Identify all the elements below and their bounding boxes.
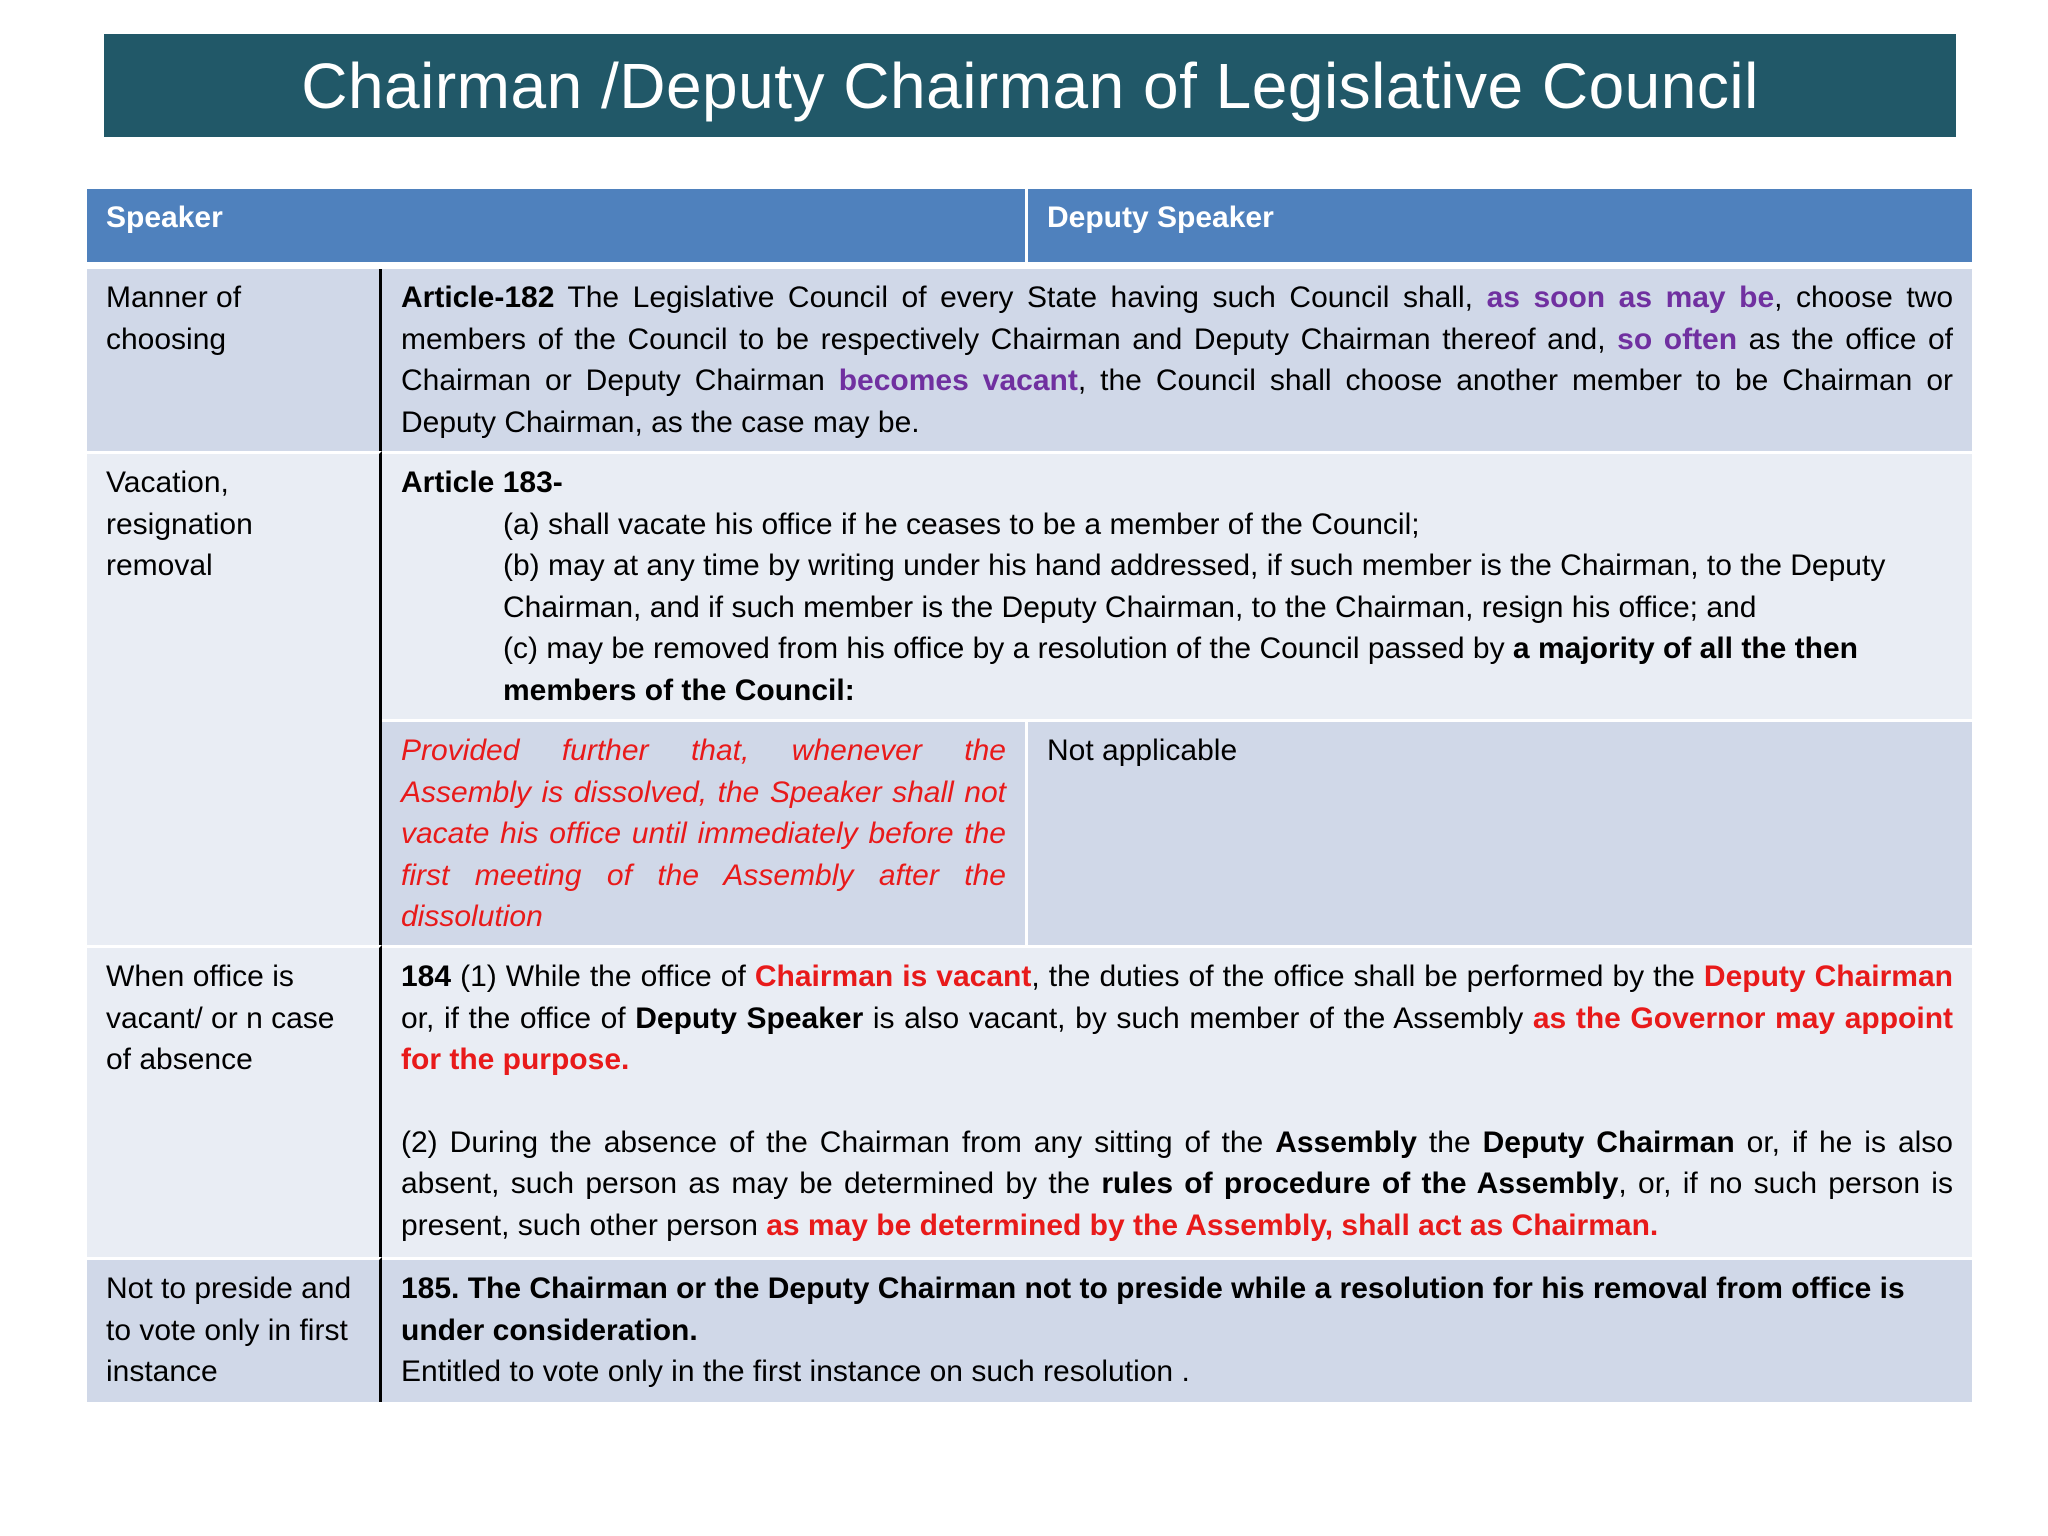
table-header-row (87, 189, 1972, 269)
clause-a: (a) shall vacate his office if he ceases to be a member of the Council; (503, 507, 1420, 541)
text-span: , the Council shall choose another member to be Chairman or Deputy Chairman, as the case may be. (401, 364, 1953, 439)
article-182: Article-182 (401, 281, 555, 314)
highlight-act-as-chairman: as may be determined by the Assembly, shall act as Chairman. (766, 1208, 1659, 1242)
row-label-vacation: Vacation, resignation removal (87, 451, 382, 945)
comparison-table (87, 189, 1972, 1402)
text-span: , the duties of the office shall be performed by the (1031, 960, 1704, 993)
highlight-so-often: so often (1617, 322, 1738, 356)
row-label-manner: Manner of choosing (87, 269, 382, 451)
clause-c-bold: a majority of all the then members of the Council: (503, 632, 1858, 707)
text-span: or, if the office of (401, 1001, 636, 1035)
table-row (87, 1257, 1972, 1402)
vote-text: Entitled to vote only in the first instance on such resolution . (401, 1355, 1190, 1388)
text-span: the (1416, 1125, 1483, 1159)
preside-cell (382, 1257, 1972, 1402)
text-span: The Legislative Council of every State having such Council shall, (554, 281, 1487, 314)
manner-cell (382, 269, 1972, 451)
row-label-vacant: When office is vacant/ or n case of absence (87, 945, 382, 1257)
bold-rules: rules of procedure of the Assembly (1101, 1167, 1619, 1200)
text-span: is also vacant, by such member of the Assembly (863, 1001, 1533, 1035)
table-row (87, 451, 1972, 719)
clause-c (401, 628, 1953, 711)
bold-assembly: Assembly (1275, 1125, 1417, 1159)
text-span: , or, if no such person is present, such other person (401, 1167, 1953, 1242)
para-184-1 (401, 956, 1953, 1081)
table-row (87, 945, 1972, 1257)
header-deputy-speaker: Deputy Speaker (1028, 189, 1972, 269)
header-speaker: Speaker (87, 189, 1028, 269)
text-span: (2) During the absence of the Chairman from any sitting of the (401, 1125, 1276, 1159)
text-span: as the office of Chairman or Deputy Chairman (401, 322, 1953, 397)
bold-deputy-speaker: Deputy Speaker (635, 1001, 864, 1035)
highlight-governor: as the Governor may appoint for the purpose. (401, 1001, 1954, 1076)
highlight-becomes-vacant: becomes vacant (838, 364, 1078, 397)
para-184-2 (401, 1122, 1953, 1247)
article-185 (401, 1268, 1953, 1351)
proviso-cell: Provided further that, whenever the Assembly is dissolved, the Speaker shall not vacate his office until immediately before the first meeting of the Assembly after the dissolution (382, 719, 1028, 945)
vacant-cell (382, 945, 1972, 1257)
highlight-as-soon: as soon as may be (1486, 281, 1775, 314)
article-184: 184 (401, 960, 452, 993)
spacer (401, 1081, 1953, 1122)
text-span: or, if he is also absent, such person as may be determined by the (401, 1125, 1953, 1200)
highlight-chairman-vacant: Chairman is vacant (754, 960, 1032, 993)
article-183 (401, 462, 1953, 504)
page-title: Chairman /Deputy Chairman of Legislative Council (104, 34, 1956, 137)
text-span: (1) While the office of (451, 960, 755, 993)
text-span: (c) may be removed from his office by a resolution of the Council passed by (503, 632, 1513, 665)
row-label-preside: Not to preside and to vote only in first instance (87, 1257, 382, 1402)
bold-deputy-chairman: Deputy Chairman (1482, 1125, 1735, 1159)
article-183-heading: Article 183- (401, 466, 563, 499)
article-185-heading: 185. The Chairman or the Deputy Chairman not to preside while a resolution for his removal from office is under consideration. (401, 1272, 1905, 1347)
clause-b: (b) may at any time by writing under his hand addressed, if such member is the Chairman, to the Deputy Chairman, and if such member is the Deputy Chairman, to the Chairman, resign his office; and (503, 549, 1886, 624)
text-span: , choose two members of the Council to be respectively Chairman and Deputy Chairman thereof and, (401, 281, 1954, 356)
highlight-deputy-chairman: Deputy Chairman (1703, 960, 1953, 993)
table-row (87, 269, 1972, 451)
not-applicable-cell: Not applicable (1028, 719, 1972, 945)
vacation-cell (382, 451, 1972, 719)
